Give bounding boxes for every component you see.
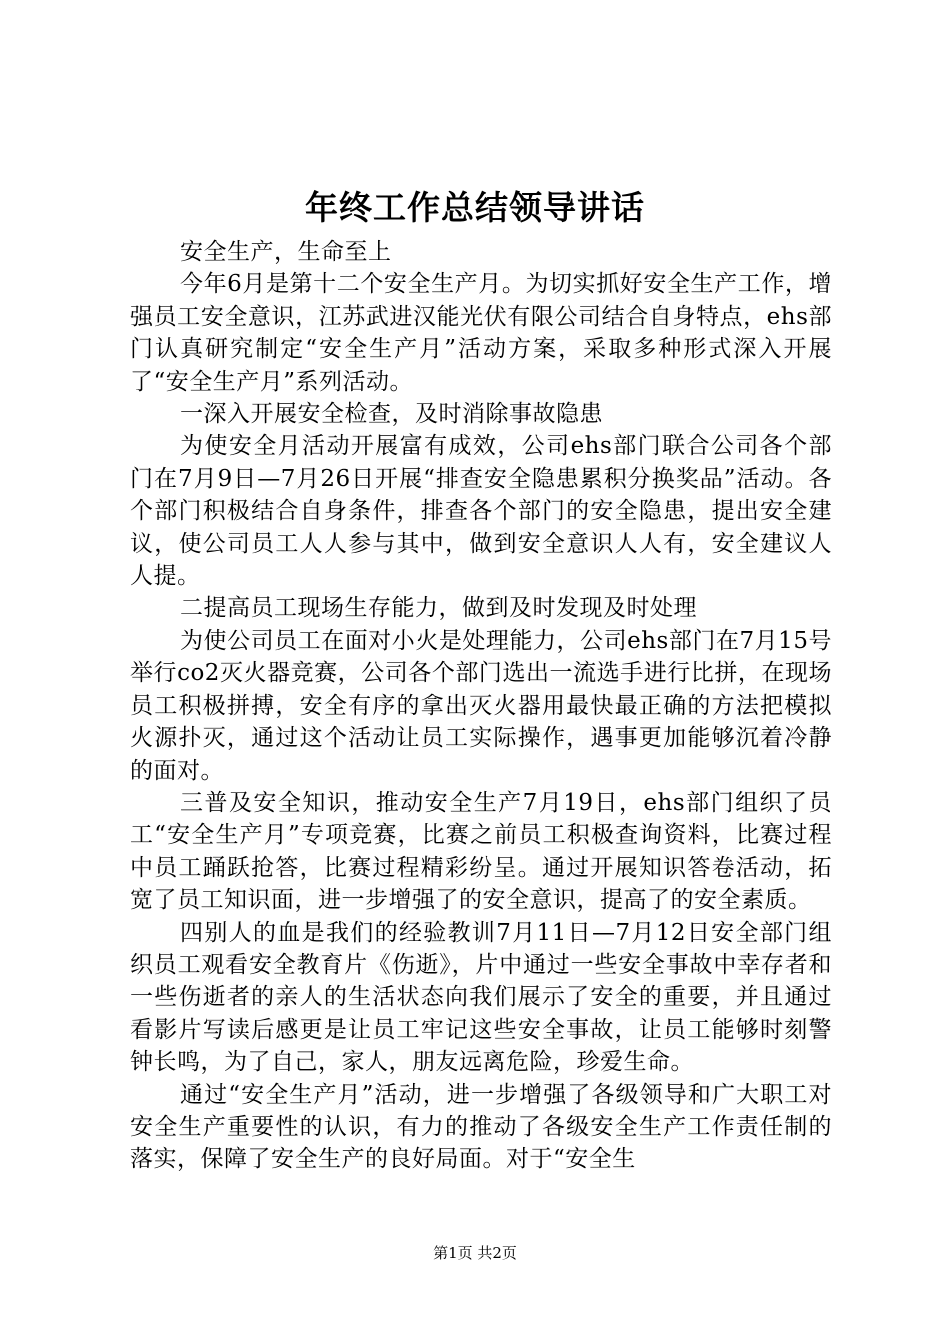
paragraph-intro: 今年6月是第十二个安全生产月。为切实抓好安全生产工作，增强员工安全意识，江苏武进汉能光伏有限公司结合自身特点，ehs部门认真研究制定“安全生产月”活动方案，采取多种形式深入开展了“安全生产月”系列活动。 (130, 271, 832, 395)
paragraph-section-1: 为使安全月活动开展富有成效，公司ehs部门联合公司各个部门在7月9日—7月26日开展“排查安全隐患累积分换奖品”活动。各个部门积极结合自身条件，排查各个部门的安全隐患，提出安全建议，使公司员工人人参与其中，做到安全意识人人有，安全建议人人提。 (130, 433, 832, 590)
page-number-footer: 第1页 共2页 (433, 1244, 517, 1262)
paragraph-section-4: 四别人的血是我们的经验教训7月11日—7月12日安全部门组织员工观看安全教育片《伤逝》，片中通过一些安全事故中幸存者和一些伤逝者的亲人的生活状态向我们展示了安全的重要，并且通过看影片写读后感更是让员工牢记这些安全事故，让员工能够时刻警钟长鸣，为了自己，家人，朋友远离危险，珍爱生命。 (130, 919, 832, 1076)
document-body (130, 236, 832, 1176)
paragraph-subtitle: 安全生产，生命至上 (180, 239, 392, 265)
paragraph-section-2: 为使公司员工在面对小火是处理能力，公司ehs部门在7月15号举行co2灭火器竞赛，公司各个部门选出一流选手进行比拼，在现场员工积极拼搏，安全有序的拿出灭火器用最快最正确的方法把模拟火源扑灭，通过这个活动让员工实际操作，遇事更加能够沉着冷静的面对。 (130, 627, 832, 784)
paragraph-conclusion: 通过“安全生产月”活动，进一步增强了各级领导和广大职工对安全生产重要性的认识，有力的推动了各级安全生产工作责任制的落实，保障了安全生产的良好局面。对于“安全生 (130, 1081, 832, 1173)
paragraph-section-3: 三普及安全知识，推动安全生产7月19日，ehs部门组织了员工“安全生产月”专项竞赛，比赛之前员工积极查询资料，比赛过程中员工踊跃抢答，比赛过程精彩纷呈。通过开展知识答卷活动，拓宽了员工知识面，进一步增强了的安全意识，提高了的安全素质。 (130, 789, 832, 914)
section-heading-2: 二提高员工现场生存能力，做到及时发现及时处理 (180, 595, 697, 622)
document-title: 年终工作总结领导讲话 (305, 188, 645, 227)
section-heading-1: 一深入开展安全检查，及时消除事故隐患 (180, 401, 603, 428)
